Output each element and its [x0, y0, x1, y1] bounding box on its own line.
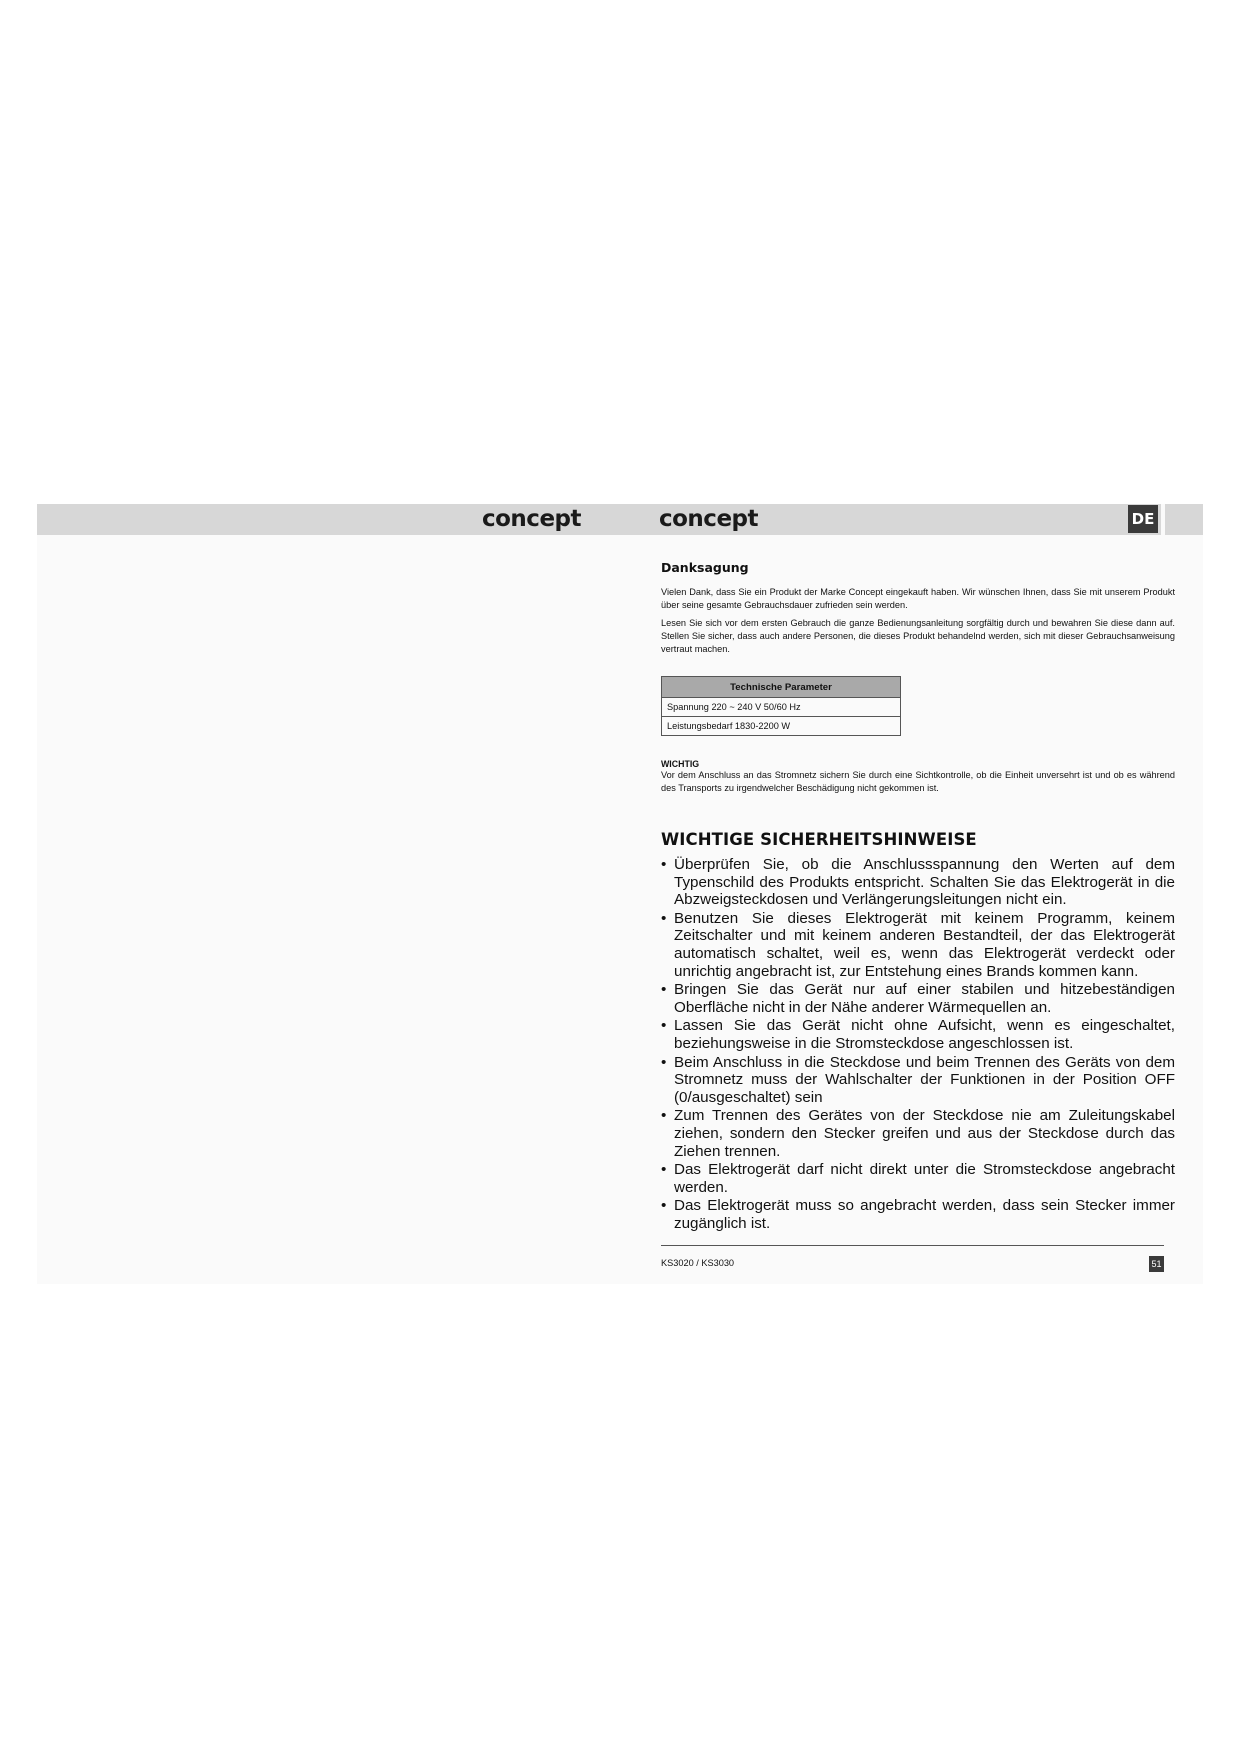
page-content [661, 560, 1175, 1233]
language-badge: DE [1128, 505, 1158, 533]
table-title: Technische Parameter [662, 677, 901, 698]
technical-parameters-table [661, 676, 901, 736]
list-item: • Überprüfen Sie, ob die Anschlussspannung den Werten auf dem Typenschild des Produkts entspricht. Schalten Sie das Elektrogerät in die Abzweigsteckdosen und Verlängerungsleitungen nicht ein. [661, 856, 1175, 909]
page-number: 51 [1149, 1256, 1164, 1272]
intro-paragraph-2: Lesen Sie sich vor dem ersten Gebrauch die ganze Bedienungsanleitung sorgfältig durch und bewahren Sie diese dann auf. Stellen Sie sicher, dass auch andere Personen, die dieses Produkt behandelnd werden, sich mit dieser Gebrauchsanweisung vertraut machen. [661, 618, 1175, 654]
table-row-voltage: Spannung 220 ~ 240 V 50/60 Hz [662, 698, 901, 717]
intro-heading: Danksagung [661, 560, 749, 575]
brand-logo-left: concept [482, 506, 582, 532]
list-item: • Zum Trennen des Gerätes von der Steckdose nie am Zuleitungskabel ziehen, sondern den Stecker greifen und aus der Steckdose durch das Ziehen trennen. [661, 1107, 1175, 1160]
list-item: • Das Elektrogerät darf nicht direkt unter die Stromsteckdose angebracht werden. [661, 1161, 1175, 1196]
table-row-power: Leistungsbedarf 1830-2200 W [662, 717, 901, 736]
footer-rule [661, 1245, 1164, 1246]
intro-paragraph-1: Vielen Dank, dass Sie ein Produkt der Marke Concept eingekauft haben. Wir wünschen Ihnen, dass Sie mit unserem Produkt über seine gesamte Gebrauchsdauer zufrieden sein werden. [661, 587, 1175, 610]
safety-heading: WICHTIGE SICHERHEITSHINWEISE [661, 830, 977, 849]
list-item: • Beim Anschluss in die Steckdose und beim Trennen des Geräts von dem Stromnetz muss der Wahlschalter der Funktionen in der Position OFF (0/ausgeschaltet) sein [661, 1054, 1175, 1107]
important-text: Vor dem Anschluss an das Stromnetz sichern Sie durch eine Sichtkontrolle, ob die Einheit unversehrt ist und ob es während des Transports zu irgendwelcher Beschädigung nicht gekommen ist. [661, 770, 1175, 793]
list-item: • Das Elektrogerät muss so angebracht werden, dass sein Stecker immer zugänglich ist. [661, 1197, 1175, 1232]
header-divider [1161, 504, 1165, 535]
list-item: • Benutzen Sie dieses Elektrogerät mit keinem Programm, keinem Zeitschalter und mit keinem anderen Bestandteil, der das Elektrogerät automatisch schaltet, weil es, wenn das Elektrogerät verdeckt oder unrichtig angebracht ist, zur Entstehung eines Brands kommen kann. [661, 910, 1175, 980]
safety-list [661, 856, 1175, 1232]
footer-model: KS3020 / KS3030 [661, 1258, 735, 1268]
brand-logo-right: concept [659, 506, 759, 532]
list-item: • Bringen Sie das Gerät nur auf einer stabilen und hitzebeständigen Oberfläche nicht in der Nähe anderer Wärmequellen an. [661, 981, 1175, 1016]
list-item: • Lassen Sie das Gerät nicht ohne Aufsicht, wenn es eingeschaltet, beziehungsweise in die Stromsteckdose angeschlossen ist. [661, 1017, 1175, 1052]
header-bar [37, 504, 1203, 535]
important-label: WICHTIG [661, 759, 700, 769]
